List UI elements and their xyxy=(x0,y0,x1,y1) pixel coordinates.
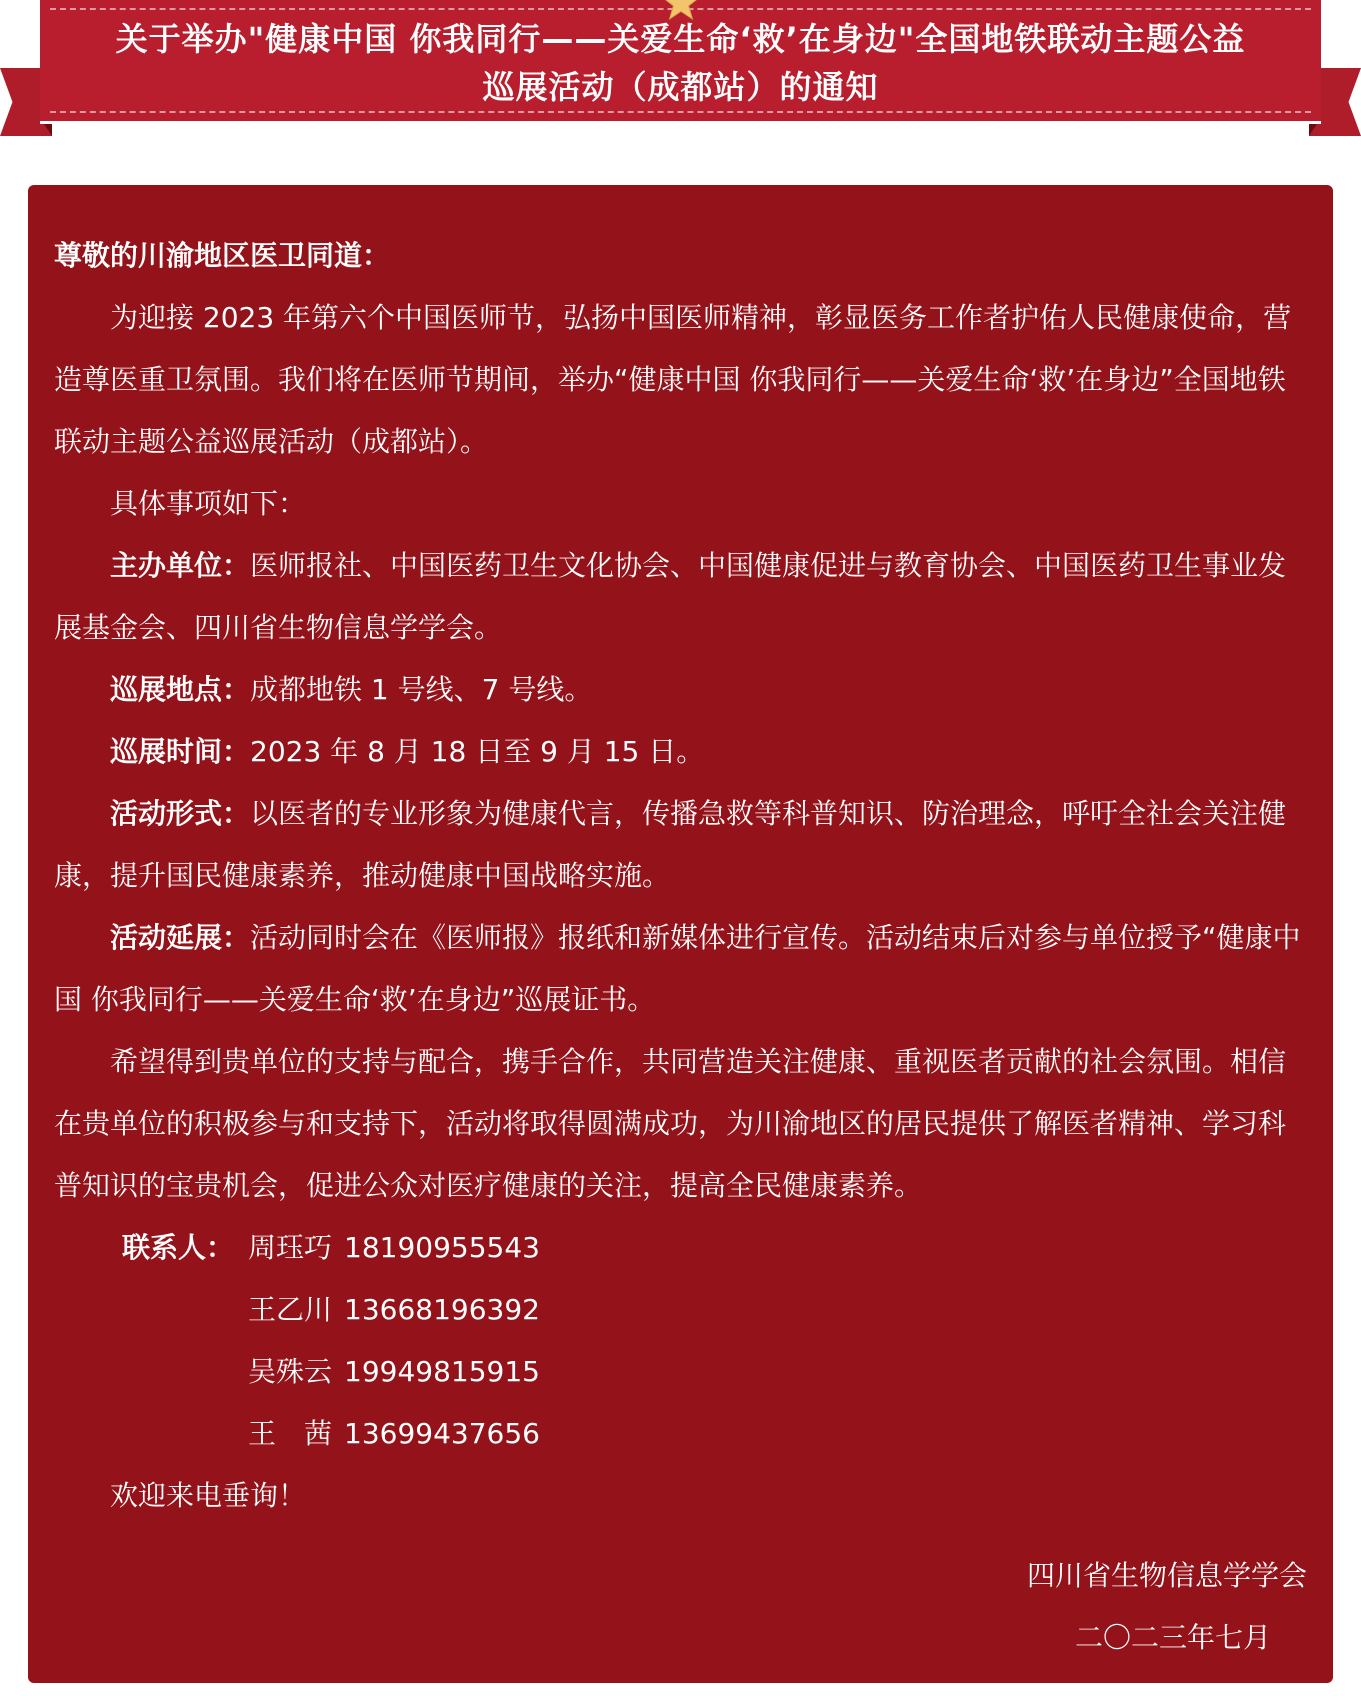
detail-item-location xyxy=(54,659,1307,721)
signature-org: 四川省生物信息学学会 xyxy=(1026,1559,1307,1592)
detail-label: 巡展时间： xyxy=(110,735,251,768)
contact-phone: 13668196392 xyxy=(344,1293,540,1326)
salutation: 尊敬的川渝地区医卫同道： xyxy=(54,239,391,272)
detail-item-extension xyxy=(54,907,1307,1031)
detail-label: 活动延展： xyxy=(110,921,251,954)
notice-body xyxy=(28,185,1333,1683)
detail-text: 活动同时会在《医师报》报纸和新媒体进行宣传。活动结束后对参与单位授予“健康中国 你我同行——关爱生命‘救’在身边”巡展证书。 xyxy=(54,921,1301,1016)
contact-phone: 13699437656 xyxy=(344,1417,540,1450)
contact-phone: 19949815915 xyxy=(344,1355,540,1388)
star-icon xyxy=(661,0,701,22)
detail-text: 以医者的专业形象为健康代言，传播急救等科普知识、防治理念，呼吁全社会关注健康，提升国民健康素养，推动健康中国战略实施。 xyxy=(54,797,1287,892)
detail-label: 活动形式： xyxy=(110,797,251,830)
contact-label: 联系人： xyxy=(122,1231,235,1264)
contact-row xyxy=(54,1341,1307,1403)
contact-row xyxy=(54,1279,1307,1341)
detail-label: 巡展地点： xyxy=(110,673,251,706)
detail-label: 主办单位： xyxy=(110,549,251,582)
detail-text: 医师报社、中国医药卫生文化协会、中国健康促进与教育协会、中国医药卫生事业发展基金会、四川省生物信息学学会。 xyxy=(54,549,1287,644)
page-title: 关于举办"健康中国 你我同行——关爱生命‘救’在身边"全国地铁联动主题公益巡展活动（成都站）的通知 xyxy=(115,19,1246,106)
detail-item-format xyxy=(54,783,1307,907)
contact-phone: 18190955543 xyxy=(344,1231,540,1264)
detail-text: 成都地铁 1 号线、7 号线。 xyxy=(250,673,593,706)
details-heading: 具体事项如下： xyxy=(110,487,307,520)
contact-name: 王乙川 xyxy=(248,1293,333,1326)
contact-list xyxy=(54,1217,1307,1465)
detail-text: 2023 年 8 月 18 日至 9 月 15 日。 xyxy=(250,735,705,768)
welcome-text: 欢迎来电垂询！ xyxy=(110,1479,307,1512)
intro-paragraph: 为迎接 2023 年第六个中国医师节，弘扬中国医师精神，彰显医务工作者护佑人民健康使命，营造尊医重卫氛围。我们将在医师节期间，举办“健康中国 你我同行——关爱生命‘救’在身边”全国地铁联动主题公益巡展活动（成都站）。 xyxy=(54,301,1292,458)
contact-name: 王 茜 xyxy=(248,1417,333,1450)
signature-date: 二〇二三年七月 xyxy=(1074,1621,1271,1654)
title-banner xyxy=(40,0,1321,124)
contact-name: 周珏巧 xyxy=(248,1231,333,1264)
signature xyxy=(1027,1545,1307,1669)
contact-row xyxy=(54,1403,1307,1465)
closing-paragraph: 希望得到贵单位的支持与配合，携手合作，共同营造关注健康、重视医者贡献的社会氛围。相信在贵单位的积极参与和支持下，活动将取得圆满成功，为川渝地区的居民提供了解医者精神、学习科普知识的宝贵机会，促进公众对医疗健康的关注，提高全民健康素养。 xyxy=(54,1045,1287,1202)
detail-item-time xyxy=(54,721,1307,783)
contact-row xyxy=(54,1217,1307,1279)
contact-name: 吴殊云 xyxy=(248,1355,333,1388)
detail-item-organizers xyxy=(54,535,1307,659)
